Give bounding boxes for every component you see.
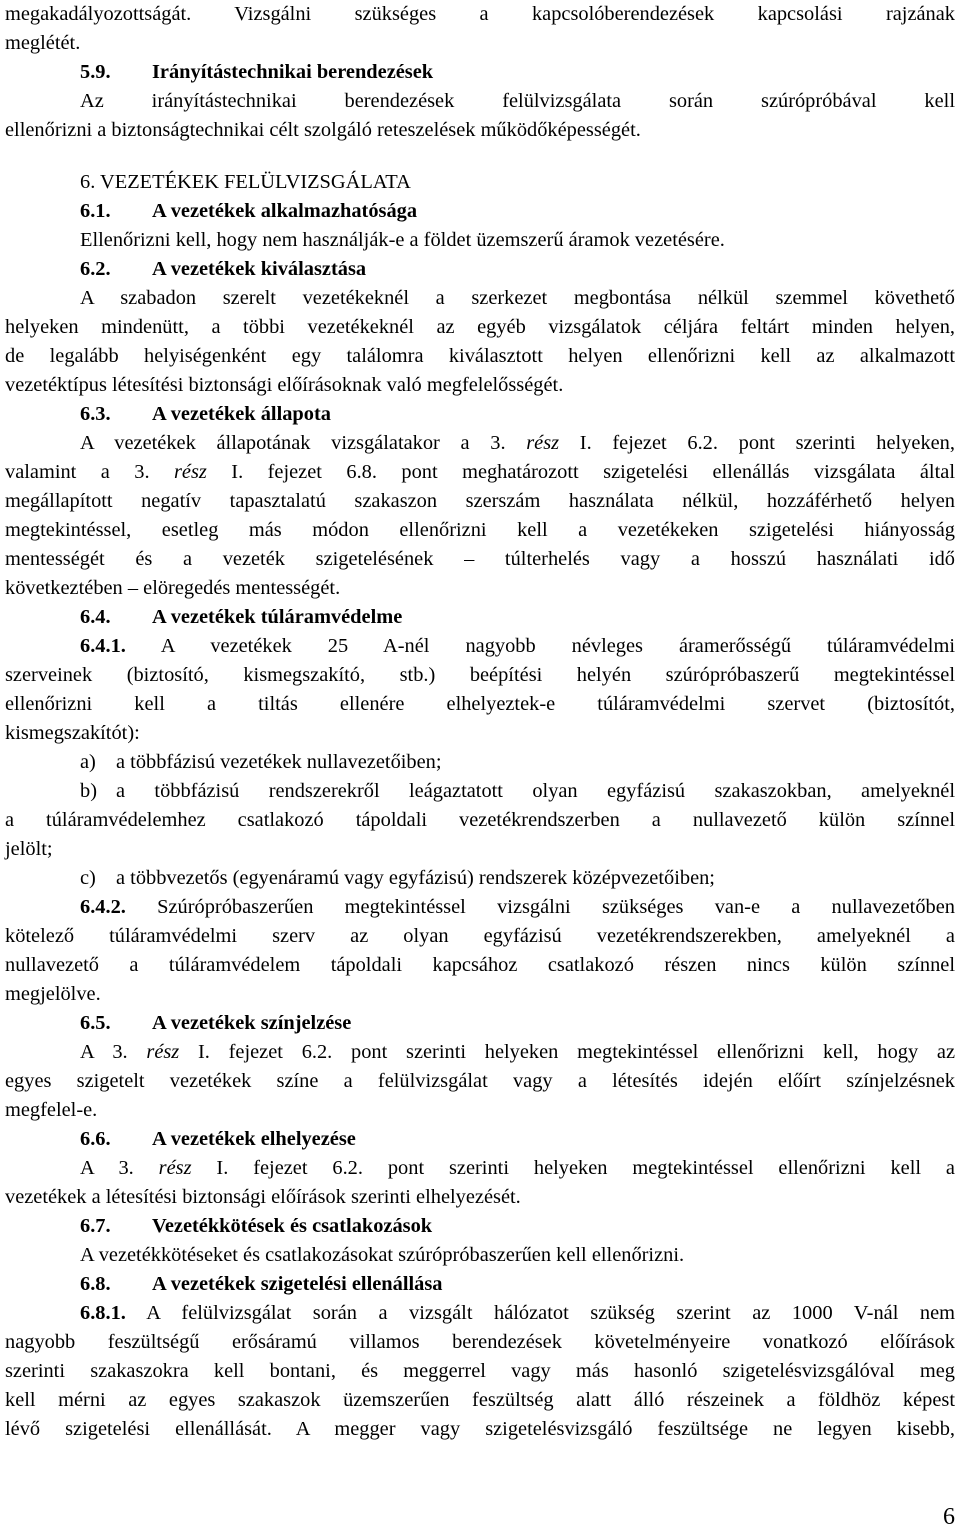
heading-6-4 (5, 603, 955, 632)
list-item-b-line-3: jelölt; (5, 838, 53, 860)
heading-6-7 (5, 1212, 955, 1241)
paragraph-number: 6.8.1. (80, 1302, 126, 1324)
heading-title: A vezetékek szigetelési ellenállása (152, 1273, 443, 1295)
heading-number: 6.4. (80, 606, 111, 628)
heading-6-1 (5, 197, 955, 226)
text-run: valamint a 3. (5, 461, 150, 483)
paragraph-6-3-line-2 (5, 458, 955, 487)
paragraph-6-5-line-2: egyes szigetelt vezetékek színe a felülvizsgálat vagy a létesítés idején előírt színjelzésnek (5, 1070, 955, 1092)
paragraph-number: 6.4.2. (80, 896, 126, 918)
italic-run: rész (146, 1041, 180, 1063)
paragraph-6-6-line-1 (5, 1154, 955, 1183)
text-run: A felülvizsgálat során a vizsgált hálózatot szükség szerint az 1000 V-nál nem (146, 1302, 955, 1324)
italic-run: rész (526, 432, 560, 454)
heading-number: 6.2. (80, 258, 111, 280)
heading-5-9 (5, 58, 955, 87)
heading-6-8 (5, 1270, 955, 1299)
list-item-b-line-2: a túláramvédelemhez csatlakozó tápoldali vezetékrendszerben a nullavezető külön színnel (5, 809, 955, 831)
heading-number: 5.9. (80, 61, 111, 83)
heading-number: 6.6. (80, 1128, 111, 1150)
heading-6-2 (5, 255, 955, 284)
chapter-heading-6: 6. VEZETÉKEK FELÜLVIZSGÁLATA (80, 171, 411, 193)
paragraph-6-4-2-line-1 (5, 893, 955, 922)
paragraph-6-8-1-line-1 (5, 1299, 955, 1328)
list-label: a) (80, 751, 96, 773)
paragraph-6-5-line-3: megfelel-e. (5, 1099, 98, 1121)
text-run: I. fejezet 6.8. pont meghatározott szigetelési ellenállás vizsgálata által (231, 461, 955, 483)
heading-title: A vezetékek elhelyezése (152, 1128, 356, 1150)
paragraph-6-4-1-line-3: ellenőrizni kell a tiltás ellenére elhelyeztek-e túláramvédelmi szervet (biztosítót, (5, 693, 955, 715)
paragraph-6-2-line-3: de legalább helyiségenként egy találomra kiválasztott helyen ellenőrizni kell az alkalmazott (5, 345, 955, 367)
heading-title: A vezetékek színjelzése (152, 1012, 352, 1034)
paragraph-6-4-2-line-3: nullavezető a túláramvédelem tápoldali kapcsához csatlakozó részen nincs külön színnel (5, 954, 955, 976)
paragraph-6-3-line-3: megállapított negatív tapasztalatú szakaszon szerszám használata nélkül, hozzáférhető helyen (5, 490, 955, 512)
heading-6-5 (5, 1009, 955, 1038)
heading-number: 6.8. (80, 1273, 111, 1295)
paragraph-6-8-1-line-2: nagyobb feszültségű erősáramú villamos berendezések követelményeire vonatkozó előírások (5, 1331, 955, 1353)
paragraph-5-9-line-2: ellenőrizni a biztonságtechnikai célt szolgáló reteszelések működőképességét. (5, 119, 641, 141)
heading-title: A vezetékek túláramvédelme (152, 606, 403, 628)
paragraph-6-4-1-line-4: kismegszakítót): (5, 722, 140, 744)
list-item-b-line-1 (5, 777, 955, 806)
list-label: c) (80, 867, 96, 889)
text-run: I. fejezet 6.2. pont szerinti helyeken, (579, 432, 955, 454)
paragraph-6-3-line-6: következtében – elöregedés mentességét. (5, 577, 341, 599)
paragraph-6-2-line-4: vezetéktípus létesítési biztonsági előírásoknak való megfelelősségét. (5, 374, 564, 396)
paragraph-6-3-line-4: megtekintéssel, esetleg más módon ellenőrizni kell a vezetékeken szigetelési hiányosság (5, 519, 955, 541)
italic-run: rész (174, 461, 207, 483)
paragraph-6-8-1-line-3: szerinti szakaszokra kell bontani, és meggerrel vagy más hasonló szigetelésvizsgálóval meg (5, 1360, 955, 1382)
paragraph-intro-line-1: megakadályozottságát. Vizsgálni szükséges a kapcsolóberendezések kapcsolási rajzának (5, 3, 955, 25)
paragraph-6-4-2-line-2: kötelező túláramvédelmi szerv az olyan egyfázisú vezetékrendszerekben, amelyeknél a (5, 925, 955, 947)
heading-number: 6.7. (80, 1215, 111, 1237)
text-run: A vezetékek állapotának vizsgálatakor a 3. (80, 432, 506, 454)
paragraph-6-6-line-2: vezetékek a létesítési biztonsági előírások szerinti elhelyezését. (5, 1186, 521, 1208)
heading-6-3 (5, 400, 955, 429)
paragraph-6-8-1-line-5: lévő szigetelési ellenállását. A megger vagy szigetelésvizsgáló feszültsége ne legyen kisebb, (5, 1418, 955, 1440)
list-text: a többfázisú rendszerekről leágaztatott olyan egyfázisú szakaszokban, amelyeknél (116, 780, 955, 802)
paragraph-6-5-line-1 (5, 1038, 955, 1067)
paragraph-6-4-2-line-4: megjelölve. (5, 983, 101, 1005)
text-run: A 3. (80, 1157, 134, 1179)
text-run: Szúrópróbaszerűen megtekintéssel vizsgálni szükséges van-e a nullavezetőben (157, 896, 955, 918)
document-page (5, 0, 955, 1444)
page-number: 6 (943, 1504, 955, 1530)
list-item-c (5, 864, 955, 893)
list-text: a többfázisú vezetékek nullavezetőiben; (116, 751, 442, 773)
paragraph-6-2-line-1: A szabadon szerelt vezetékeknél a szerkezet megbontása nélkül szemmel követhető (80, 287, 955, 309)
italic-run: rész (158, 1157, 192, 1179)
list-text: a többvezetős (egyenáramú vagy egyfázisú) rendszerek középvezetőiben; (116, 867, 715, 889)
heading-number: 6.1. (80, 200, 111, 222)
text-run: A vezetékek 25 A-nél nagyobb névleges áramerősségű túláramvédelmi (160, 635, 955, 657)
paragraph-5-9-line-1: Az irányítástechnikai berendezések felülvizsgálata során szúrópróbával kell (80, 90, 955, 112)
paragraph-6-3-line-5: mentességét és a vezeték szigetelésének – túlterhelés vagy a hosszú használati idő (5, 548, 955, 570)
paragraph-6-2-line-2: helyeken mindenütt, a többi vezetékeknél az egyéb vizsgálatok céljára feltárt minden helyen, (5, 316, 955, 338)
paragraph-6-8-1-line-4: kell mérni az egyes szakaszok üzemszerűen feszültség alatt álló részeinek a földhöz képest (5, 1389, 955, 1411)
text-run: I. fejezet 6.2. pont szerinti helyeken megtekintéssel ellenőrizni kell a (216, 1157, 955, 1179)
heading-title: A vezetékek állapota (152, 403, 331, 425)
heading-6-6 (5, 1125, 955, 1154)
paragraph-6-1: Ellenőrizni kell, hogy nem használják-e a földet üzemszerű áramok vezetésére. (80, 229, 725, 251)
list-item-a (5, 748, 955, 777)
paragraph-number: 6.4.1. (80, 635, 126, 657)
heading-number: 6.5. (80, 1012, 111, 1034)
paragraph-6-3-line-1 (5, 429, 955, 458)
paragraph-6-7: A vezetékkötéseket és csatlakozásokat szúrópróbaszerűen kell ellenőrizni. (80, 1244, 685, 1266)
text-run: A 3. (80, 1041, 128, 1063)
heading-title: Irányítástechnikai berendezések (152, 61, 434, 83)
heading-number: 6.3. (80, 403, 111, 425)
paragraph-intro-line-2: meglétét. (5, 32, 81, 54)
heading-title: A vezetékek kiválasztása (152, 258, 367, 280)
paragraph-6-4-1-line-2: szerveinek (biztosító, kismegszakító, stb.) beépítési helyén szúrópróbaszerű megtekintéssel (5, 664, 955, 686)
paragraph-6-4-1-line-1 (5, 632, 955, 661)
list-label: b) (80, 780, 97, 802)
text-run: I. fejezet 6.2. pont szerinti helyeken megtekintéssel ellenőrizni kell, hogy az (198, 1041, 955, 1063)
heading-title: A vezetékek alkalmazhatósága (152, 200, 418, 222)
heading-title: Vezetékkötések és csatlakozások (152, 1215, 433, 1237)
